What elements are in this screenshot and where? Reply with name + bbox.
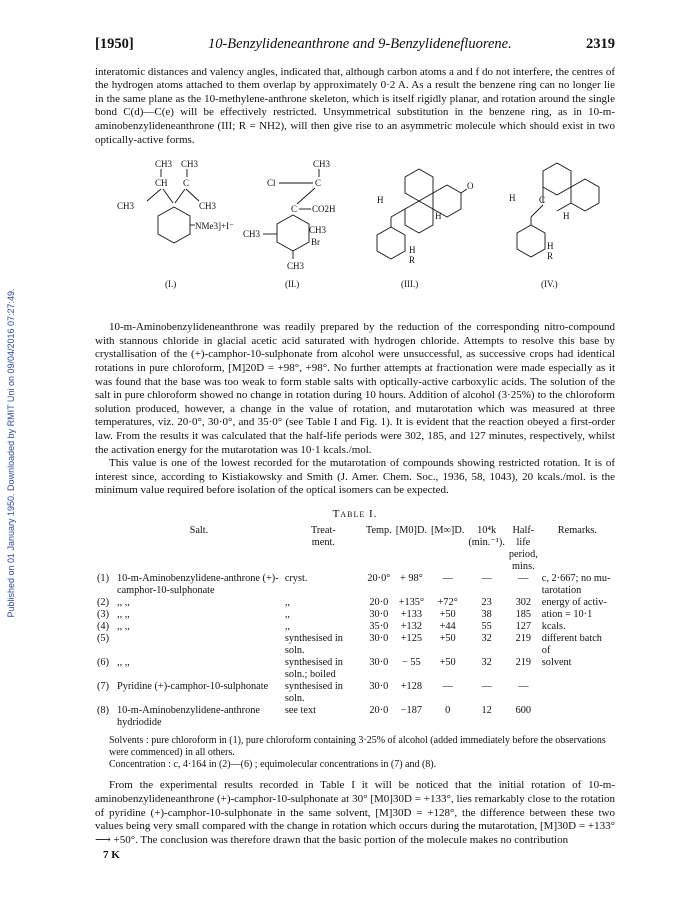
- cell-remarks: [540, 681, 615, 705]
- cell-treat: cryst.: [284, 573, 308, 585]
- col-temp: Temp.: [365, 525, 392, 537]
- s2-c2: C: [291, 204, 298, 215]
- cell-m0: +125: [400, 633, 422, 645]
- s1-ch3-a: CH3: [155, 159, 173, 170]
- note-concentration: Concentration : c, 4·164 in (2)—(6) ; equimolecular concentrations in (7) and (8).: [109, 759, 437, 771]
- table-row: [95, 621, 615, 633]
- cell-m0: +135°: [398, 597, 425, 609]
- s4-h2: H: [563, 211, 570, 222]
- download-watermark: [4, 0, 18, 912]
- header-page-number: 2319: [585, 36, 615, 52]
- s3-r: R: [409, 255, 416, 266]
- cell-half: 219: [515, 657, 532, 669]
- label-III: (III.): [401, 279, 419, 290]
- col-treatment: Treat- ment.: [310, 525, 336, 549]
- col-remarks: Remarks.: [557, 525, 597, 537]
- paragraph-3: This value is one of the lowest recorded for the mutarotation of compounds showing restricted rotation. It is of interest since, according to Kistiakowsky and Smith (J. Amer. Chem. Soc., 1936, 58, 1043), 20 kcals./mol. is the minimum value required before isolation of the optical isomers can be expected.: [95, 457, 615, 497]
- table-row: [95, 681, 615, 705]
- cell-remarks: different batch of: [541, 633, 602, 657]
- structure-III: [377, 169, 474, 289]
- cell-half: 185: [515, 609, 532, 621]
- s4-c: C: [539, 195, 546, 206]
- s2-cl: Cl: [267, 178, 276, 189]
- cell-salt: 10-m-Aminobenzylidene-anthrone hydriodide: [117, 705, 260, 729]
- cell-n: (3): [97, 609, 110, 621]
- s2-co2h: CO2H: [312, 204, 336, 215]
- cell-minf: —: [442, 573, 453, 585]
- structure-IV: [509, 163, 599, 289]
- s1-ch3-b: CH3: [181, 159, 199, 170]
- cell-minf: +50: [439, 657, 456, 669]
- cell-half: —: [518, 573, 529, 585]
- structural-formulae: [95, 157, 615, 317]
- cell-minf: —: [442, 681, 453, 693]
- cell-remarks: c, 2·667; no mu-tarotation: [541, 573, 611, 597]
- cell-m0: −187: [400, 705, 422, 717]
- paragraph-2: 10-m-Aminobenzylideneanthrone was readily prepared by the reduction of the corresponding nitro-compound with stannous chloride in glacial acetic acid saturated with hydrogen chloride. Attempts to resolve this base by crystallisation of the (+)-camphor-10-sulphonate from alcohol were unsuccessful, as successive crops had identical rotations in pure chloroform, [M]20D = +98°, +98°. No further attempts at fractionation were made especially as it was found that the base was too weak to form stable salts with optically-active carboxylic acids. The solution of the salt in pure chloroform showed no change in rotation during 10 hours. Addition of alcohol (3·25%) to the chloroform solution produced, however, a change in the value of rotation, and mutarotation which was measured at three temperatures, viz. 20·0°, 30·0°, and 35·0° (see Table I and Fig. 1). It is evident that the reaction obeyed a first-order law. From the results it was calculated that the half-life periods were 302, 185, and 127 minutes, respectively, whilst the activation energy for the mutarotation was 10·1 kcals./mol.: [95, 321, 615, 456]
- s2-c1: C: [315, 178, 322, 189]
- s3-h1: H: [377, 195, 384, 206]
- cell-salt: ,, ,,: [117, 621, 130, 633]
- table-row: [95, 657, 615, 681]
- note-solvents: Solvents : pure chloroform in (1), pure chloroform containing 3·25% of alcohol (added immediately before the observations were commenced) in all others.: [109, 735, 606, 759]
- cell-treat: ,,: [284, 597, 290, 609]
- s3-o: O: [467, 181, 474, 192]
- table-caption: Table I.: [332, 507, 378, 520]
- cell-temp: 20·0: [369, 705, 389, 717]
- cell-k: —: [481, 573, 492, 585]
- cell-half: —: [518, 681, 529, 693]
- data-table: [95, 525, 615, 729]
- header-title: 10-Benzylideneanthrone and 9-Benzylidenefluorene.: [207, 36, 512, 52]
- label-II: (II.): [285, 279, 300, 290]
- table-row: [95, 573, 615, 597]
- s1-ch3-c: CH3: [117, 201, 135, 212]
- cell-half: 302: [515, 597, 532, 609]
- s4-r: R: [547, 251, 554, 262]
- paragraph-1: interatomic distances and valency angles, indicated that, although carbon atoms a and f do not interfere, the centres of the hydrogen atoms attached to them overlap by approximately 0·2 A. As a result the benzene ring can no longer lie in the same plane as the 10-methylene-anthrone skeleton, which is itself rigidly planar, and rotation around the single bond C(d)—C(e) will be effectively restricted. Unsymmetrical substitution in the benzene ring, as in 10-m-aminobenzylideneanthrone (III; R = NH2), will then give rise to an asymmetric molecule which should exist in two optically-active forms.: [95, 65, 615, 146]
- cell-m0: + 98°: [399, 573, 423, 585]
- cell-salt: 10-m-Aminobenzylidene-anthrone (+)-camphor-10-sulphonate: [117, 573, 279, 597]
- cell-salt: ,, ,,: [117, 657, 130, 669]
- cell-temp: 30·0: [369, 609, 389, 621]
- table-notes: [109, 735, 615, 771]
- col-m0: [M0]D.: [395, 525, 427, 537]
- download-watermark-text: Published on 01 January 1950. Downloaded by RMIT Uni on 09/04/2016 07:27:49.: [6, 288, 16, 618]
- cell-k: 32: [481, 657, 492, 669]
- cell-n: (8): [97, 705, 110, 717]
- table-row: [95, 633, 615, 657]
- cell-treat: ,,: [284, 609, 290, 621]
- s2-br: Br: [311, 237, 320, 248]
- table-row: [95, 597, 615, 609]
- cell-treat: ,,: [284, 621, 290, 633]
- cell-remarks: ation = 10·1: [541, 609, 593, 621]
- cell-temp: 20·0°: [367, 573, 391, 585]
- table-row: [95, 705, 615, 729]
- cell-treat: see text: [284, 705, 316, 717]
- cell-temp: 35·0: [369, 621, 389, 633]
- cell-k: —: [481, 681, 492, 693]
- cell-k: 32: [481, 633, 492, 645]
- cell-minf: +72°: [437, 597, 458, 609]
- label-I: (I.): [165, 279, 177, 290]
- s4-h1: H: [509, 193, 516, 204]
- cell-temp: 20·0: [369, 597, 389, 609]
- cell-treat: synthesised in soln.: [284, 681, 343, 705]
- cell-n: (7): [97, 681, 110, 693]
- cell-temp: 30·0: [369, 633, 389, 645]
- structure-II: [243, 159, 336, 289]
- s1-nme3: NMe3]+I⁻: [195, 221, 234, 232]
- table-row: [95, 609, 615, 621]
- cell-k: 12: [481, 705, 492, 717]
- cell-minf: +50: [439, 633, 456, 645]
- s1-c: C: [183, 178, 190, 189]
- cell-m0: +132: [400, 621, 422, 633]
- cell-salt: ,, ,,: [117, 597, 130, 609]
- cell-m0: +128: [400, 681, 422, 693]
- cell-treat: synthesised in soln.: [284, 633, 343, 657]
- cell-temp: 30·0: [369, 657, 389, 669]
- cell-half: 127: [515, 621, 532, 633]
- cell-minf: +50: [439, 609, 456, 621]
- col-minf: [M∞]D.: [430, 525, 465, 537]
- cell-remarks: kcals.: [541, 621, 566, 633]
- cell-temp: 30·0: [369, 681, 389, 693]
- cell-remarks: energy of activ-: [541, 597, 607, 609]
- cell-minf: +44: [439, 621, 456, 633]
- cell-remarks: [540, 705, 615, 729]
- cell-half: 219: [515, 633, 532, 645]
- table-header-row: [95, 525, 615, 573]
- page-body: [95, 38, 615, 863]
- cell-n: (2): [97, 597, 110, 609]
- cell-salt: ,, ,,: [117, 609, 130, 621]
- cell-half: 600: [515, 705, 532, 717]
- signature-mark: 7 K: [103, 849, 120, 862]
- cell-salt: [115, 633, 283, 657]
- cell-k: 38: [481, 609, 492, 621]
- s2-ch3-right: CH3: [309, 225, 327, 236]
- structure-I: [117, 159, 234, 289]
- cell-remarks: solvent: [541, 657, 572, 669]
- cell-salt: Pyridine (+)-camphor-10-sulphonate: [117, 681, 269, 693]
- s1-ch3-d: CH3: [199, 201, 217, 212]
- cell-treat: synthesised in soln.; boiled: [284, 657, 343, 681]
- header-year: [1950]: [95, 36, 134, 52]
- s2-ch3-left: CH3: [243, 229, 261, 240]
- cell-n: (1): [97, 573, 110, 585]
- label-IV: (IV.): [541, 279, 558, 290]
- cell-n: (4): [97, 621, 110, 633]
- cell-k: 23: [481, 597, 492, 609]
- col-half-life: Half- life period, mins.: [508, 525, 538, 573]
- cell-m0: − 55: [402, 657, 421, 669]
- paragraph-4: From the experimental results recorded in Table I it will be noticed that the initial rotation of 10-m-aminobenzylideneanthrone (+)-camphor-10-sulphonate at 30° [M0]30D = +133°, lies remarkably close to the rotation of pyridine (+)-camphor-10-sulphonate in the same solvent, [M]30D = +128°, the difference between these two values being very small compared with the change in rotation which occurs during the mutarotation, [M]30D = +133° ⟶ +50°. The conclusion was therefore drawn that the basic portion of the molecule makes no contribution: [95, 779, 615, 846]
- s2-ch3-bottom: CH3: [287, 261, 305, 272]
- col-salt: Salt.: [189, 525, 209, 537]
- cell-minf: 0: [445, 705, 451, 717]
- running-header: [95, 38, 615, 52]
- s1-ch: CH: [155, 178, 168, 189]
- cell-m0: +133: [400, 609, 422, 621]
- s4-h3: H: [547, 241, 554, 252]
- s3-h2: H: [435, 211, 442, 222]
- s3-h3: H: [409, 245, 416, 256]
- col-k: 10⁴k (min.⁻¹).: [468, 525, 505, 549]
- s2-ch3-top: CH3: [313, 159, 331, 170]
- cell-n: (6): [97, 657, 110, 669]
- cell-k: 55: [481, 621, 492, 633]
- cell-n: (5): [97, 633, 110, 645]
